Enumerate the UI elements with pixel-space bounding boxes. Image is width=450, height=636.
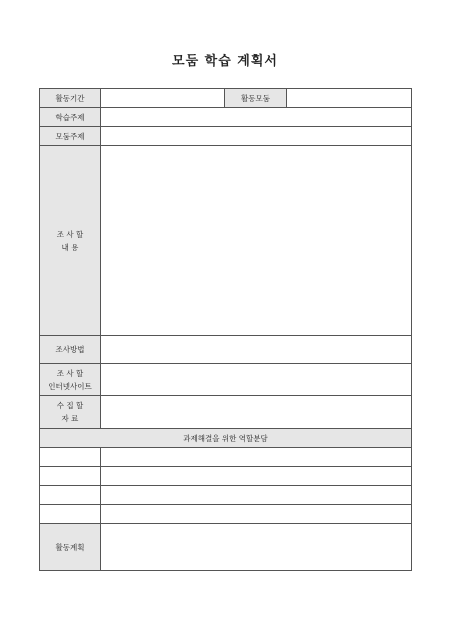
- collected-materials-label: [40, 396, 101, 429]
- row-activity-period: [40, 89, 412, 108]
- row-role-division-header: [40, 429, 412, 448]
- role-task-cell[interactable]: [101, 467, 412, 486]
- collected-materials-label-line1: 수 집 할: [56, 401, 84, 410]
- role-row: [40, 448, 412, 467]
- role-member-cell[interactable]: [40, 448, 101, 467]
- role-row: [40, 467, 412, 486]
- activity-period-label: 활동기간: [40, 89, 101, 108]
- research-sites-label-line2: 인터넷사이트: [48, 381, 92, 391]
- research-content-label-line2: 내 용: [61, 242, 79, 252]
- learning-topic-label: 학습주제: [40, 108, 101, 127]
- role-row: [40, 486, 412, 505]
- activity-plan-label: 활동계획: [40, 524, 101, 571]
- row-activity-plan: [40, 524, 412, 571]
- activity-group-field[interactable]: [287, 89, 412, 108]
- research-sites-label: [40, 364, 101, 396]
- group-study-plan-form: [39, 88, 412, 571]
- research-content-field[interactable]: [101, 146, 412, 336]
- row-research-method: [40, 336, 412, 364]
- collected-materials-label-line2: 자 료: [61, 414, 79, 423]
- row-learning-topic: [40, 108, 412, 127]
- row-research-sites: [40, 364, 412, 396]
- role-division-header: 과제해결을 위한 역할분담: [40, 429, 412, 448]
- role-member-cell[interactable]: [40, 467, 101, 486]
- research-sites-label-line1: 조 사 할: [56, 368, 84, 378]
- research-content-label: [40, 146, 101, 336]
- role-task-cell[interactable]: [101, 448, 412, 467]
- group-topic-field[interactable]: [101, 127, 412, 146]
- role-member-cell[interactable]: [40, 486, 101, 505]
- row-research-content: [40, 146, 412, 336]
- research-method-field[interactable]: [101, 336, 412, 364]
- learning-topic-field[interactable]: [101, 108, 412, 127]
- group-topic-label: 모둠주제: [40, 127, 101, 146]
- row-group-topic: [40, 127, 412, 146]
- collected-materials-field[interactable]: [101, 396, 412, 429]
- activity-plan-field[interactable]: [101, 524, 412, 571]
- activity-period-field[interactable]: [101, 89, 225, 108]
- role-row: [40, 505, 412, 524]
- role-member-cell[interactable]: [40, 505, 101, 524]
- research-sites-field[interactable]: [101, 364, 412, 396]
- role-task-cell[interactable]: [101, 505, 412, 524]
- role-task-cell[interactable]: [101, 486, 412, 505]
- page-title: 모둠 학습 계획서: [172, 54, 278, 69]
- research-method-label: 조사방법: [40, 336, 101, 364]
- row-collected-materials: [40, 396, 412, 429]
- research-content-label-line1: 조 사 할: [56, 229, 84, 239]
- activity-group-label: 활동모둠: [225, 89, 287, 108]
